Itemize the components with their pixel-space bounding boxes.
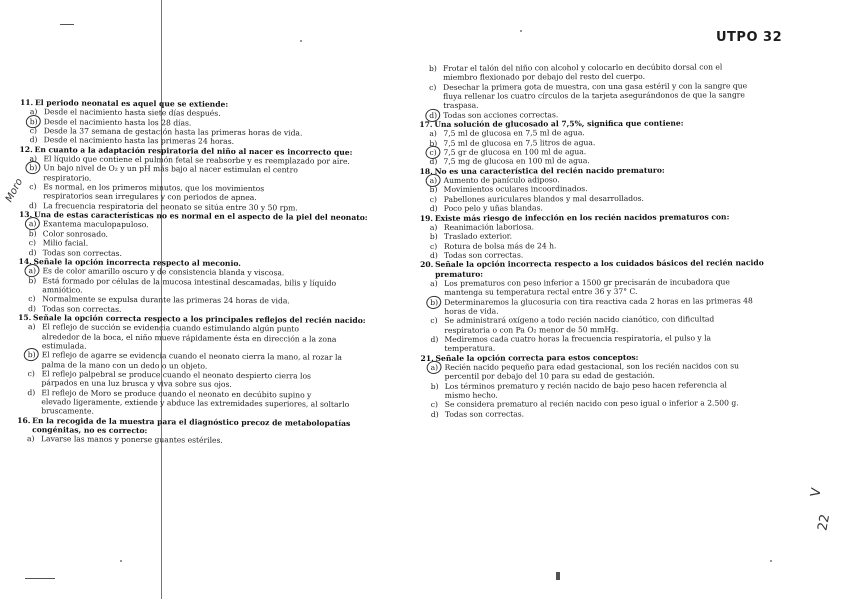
question-number: 16.	[17, 415, 31, 425]
option-letter: d)	[429, 250, 438, 260]
option-text-continued: bruscamente.	[41, 406, 94, 417]
option-letter: d)	[27, 387, 36, 397]
option-letter: c)	[429, 194, 437, 204]
option-text: Desde el nacimiento hasta las primeras 24 horas.	[43, 135, 235, 147]
option-text: Recién nacido pequeño para edad gestacional, son los recién nacidos con su	[444, 361, 740, 372]
option-text: El reflejo de Moro se produce cuando el neonato en decúbito supino y	[41, 387, 312, 400]
handwritten-margin-note: Moro	[3, 176, 26, 205]
option-text-continued: temperatura.	[444, 343, 496, 354]
question-text: Señale la opción incorrecta respecto a los cuidados básicos del recién nacido	[435, 258, 764, 270]
option-letter: b)	[28, 350, 42, 359]
scan-artifact	[556, 572, 560, 580]
option-text-continued: amniótico.	[42, 285, 83, 295]
question-text: En la recogida de la muestra para el diagnóstico precoz de metabolopatías	[32, 415, 351, 428]
scan-speck	[120, 560, 122, 562]
option-text: Los prematuros con peso inferior a 1500 gr precisarán de incubadora que	[444, 277, 730, 288]
option-text: 7,5 gr de glucosa en 100 ml de agua.	[443, 147, 587, 157]
option-text: Pabellones auriculares blandos y mal desarrollados.	[443, 193, 644, 204]
question-block	[421, 351, 839, 419]
option-text: Todas son correctas.	[444, 409, 525, 419]
option-letter: d)	[28, 247, 37, 257]
option-text-continued: mantenga su temperatura rectal entre 36 y 37° C.	[444, 287, 638, 298]
question-block	[420, 165, 838, 214]
option-text: Todas son correctas.	[42, 247, 122, 258]
option-letter: d)	[29, 135, 38, 145]
option-letter: d)	[29, 200, 37, 210]
option-letter: d)	[430, 409, 439, 419]
scan-speck	[770, 560, 772, 562]
option-letter: d)	[430, 334, 439, 344]
option-letter: a)	[430, 278, 438, 288]
option-text: El reflejo de succión se evidencia cuando estimulando algún punto	[41, 322, 300, 334]
option-text-continued: miembro flexionado por debajo del resto del cuerpo.	[443, 72, 645, 83]
option-letter: c)	[27, 369, 35, 379]
option-text: Todas son acciones correctas.	[443, 109, 559, 120]
question-number: 15.	[18, 312, 32, 323]
question-text: Una de estas características no es normal en el aspecto de la piel del neonato:	[33, 210, 368, 223]
option-text: Movimientos oculares incoordinados.	[443, 184, 588, 195]
option-letter: c)	[29, 126, 37, 136]
option-text-continued: horas de vida.	[444, 306, 499, 316]
option-text: La frecuencia respiratoria del neonato se sitúa entre 30 y 50 rpm.	[43, 200, 298, 213]
question-text: Una solución de glucosado al 7,5%, significa que contiene:	[434, 118, 684, 129]
option-text: Desde el nacimiento hasta siete días después.	[43, 107, 221, 119]
option-text: Traslado exterior.	[443, 231, 513, 242]
option-text: Color sonrosado.	[42, 229, 108, 239]
option-text: Lavarse las manos y ponerse guantes estériles.	[40, 434, 223, 446]
question-text: No es una característica del recién nacido prematuro:	[434, 165, 665, 176]
question-number: 21.	[420, 353, 434, 363]
question-text: El periodo neonatal es aquel que se extiende:	[34, 98, 229, 109]
option-letter: d)	[429, 204, 438, 214]
question-block	[17, 313, 410, 419]
option-text: Se administrará oxígeno a todo recién nacido cianótico, con dificultad	[444, 314, 715, 326]
option-text: Poco pelo y uñas blandas.	[443, 203, 543, 214]
option-text: Frotar el talón del niño con alcohol y colocarlo en decúbito dorsal con el	[442, 62, 723, 73]
question-number: 19.	[419, 213, 434, 223]
question-block	[419, 118, 837, 167]
question-number: 11.	[19, 98, 34, 108]
question-stem: congénitas, no es correcto:	[32, 425, 148, 436]
question-number: 13.	[18, 210, 33, 220]
option-text: Se considera prematuro al recién nacido con peso igual o inferior a 2.500 g.	[444, 398, 739, 410]
option-text: Desde el nacimiento hasta los 28 días.	[43, 116, 192, 128]
option-text-continued: párpados en una luz brusca y viva sobre sus ojos.	[41, 378, 232, 390]
option-text: 7,5 mg de glucosa en 100 ml de agua.	[443, 156, 590, 167]
option-text: El reflejo palpebral se produce cuando el neonato despierto cierra los	[41, 369, 311, 381]
option-letter: c)	[429, 241, 438, 251]
option-text: Un bajo nivel de O₂ y un pH más bajo al nacer estimulan el centro	[43, 163, 298, 175]
option-text: Rotura de bolsa más de 24 h.	[443, 240, 557, 251]
option-text: Exantema maculopapuloso.	[42, 219, 149, 230]
question-number: 20.	[420, 260, 434, 270]
option-letter: b)	[29, 163, 43, 172]
question-block	[19, 145, 412, 214]
option-text: Desechar la primera gota de muestra, con una gasa estéril y con la sangre que	[443, 80, 748, 92]
scan-speck	[300, 40, 302, 42]
question-number: 17.	[419, 119, 433, 130]
option-text: 7,5 ml de glucosa en 7,5 ml de agua.	[443, 128, 585, 139]
option-letter: a)	[29, 154, 38, 164]
option-text-continued: traspasa.	[443, 101, 479, 111]
option-letter: c)	[430, 316, 438, 326]
option-text-continued: percentil por debajo del 10 para su edad de gestación.	[444, 371, 655, 382]
option-letter: a)	[26, 434, 35, 444]
option-text-continued: elevado ligeramente, extiende y abduce las extremidades superiores, al soltarlo	[41, 397, 350, 409]
option-letter: b)	[30, 117, 44, 126]
option-text: Los términos prematuro y recién nacido de bajo peso hacen referencia al	[444, 380, 727, 391]
option-text: Reanimación laboriosa.	[443, 222, 535, 232]
page-code: UTPO 32	[716, 30, 783, 45]
question-number: 18.	[419, 166, 433, 176]
option-letter: c)	[29, 182, 37, 192]
option-letter: d)	[28, 303, 37, 313]
question-block	[20, 98, 412, 148]
option-text-continued: fluya rellenar los cuatro círculos de la tarjeta asegurándonos de que la sangre	[443, 90, 745, 101]
option-letter: b)	[430, 297, 444, 306]
question-text: Señale la opción correcta para estos conceptos:	[435, 352, 639, 363]
option-letter: a)	[27, 322, 36, 332]
option-letter: b)	[429, 138, 438, 148]
option-text-continued: mismo hecho.	[444, 390, 498, 400]
question-number: 12.	[19, 144, 33, 154]
option-text: Es de color amarillo oscuro y de consistencia blanda y viscosa.	[42, 266, 285, 278]
question-block	[420, 258, 838, 354]
question-block	[419, 62, 837, 120]
option-letter: c)	[28, 238, 36, 248]
option-letter: c)	[28, 294, 36, 304]
option-text: Desde la 37 semana de gestación hasta las primeras horas de vida.	[43, 126, 303, 138]
option-text-continued: alrededor de la boca, el niño mueve rápidamente ésta en dirección a la zona	[41, 331, 337, 344]
option-text: Mediremos cada cuatro horas la frecuencia respiratoria, el pulso y la	[444, 333, 712, 344]
option-letter: a)	[29, 107, 38, 117]
option-letter: a)	[29, 220, 43, 229]
option-letter: a)	[28, 266, 42, 275]
option-text: Normalmente se expulsa durante las primeras 24 horas de vida.	[42, 294, 290, 306]
option-letter: b)	[428, 63, 437, 73]
question-text: Existe más riesgo de infección en los recién nacidos prematuros con:	[434, 211, 730, 223]
option-letter: b)	[429, 232, 438, 242]
option-letter: b)	[28, 275, 37, 285]
question-stem: prematuro:	[435, 269, 484, 279]
option-text-continued: respiratorios sean irregulares y con periodos de apnea.	[43, 191, 257, 203]
option-letter: a)	[430, 176, 444, 185]
question-block	[19, 210, 411, 260]
option-text: Todas son correctas.	[443, 250, 524, 260]
option-letter: b)	[430, 381, 439, 391]
option-text-continued: palma de la mano con un dedo o un objeto.	[41, 359, 208, 371]
option-text: Es normal, en los primeros minutos, que los movimientos	[43, 182, 265, 194]
option-text: Milio facial.	[42, 238, 89, 248]
question-block	[17, 416, 409, 447]
option-letter: d)	[429, 157, 438, 167]
option-text: Todas son correctas.	[42, 303, 122, 314]
scan-artifact	[25, 578, 55, 579]
option-letter: c)	[430, 400, 439, 410]
right-question-column	[419, 62, 839, 419]
option-text: El líquido que contiene el pulmón fetal se reabsorbe y es reemplazado por aire.	[43, 154, 350, 166]
handwritten-margin-mark: V	[808, 486, 825, 499]
scan-speck	[520, 30, 522, 32]
option-text-continued: respiratorio.	[43, 172, 92, 183]
scan-artifact	[60, 24, 74, 25]
option-text: Determinaremos la glucosuria con tira reactiva cada 2 horas en las primeras 48	[444, 295, 753, 307]
left-question-column	[17, 98, 412, 447]
question-text: Señale la opción correcta respecto a los principales reflejos del recién nacido:	[33, 313, 366, 325]
answer-option	[421, 408, 839, 420]
option-letter: a)	[431, 363, 445, 372]
option-letter: d)	[429, 111, 443, 120]
option-text-continued: respiratoria o con Pa O₂ menor de 50 mmHg.	[444, 324, 619, 335]
option-text-continued: estimulada.	[41, 341, 87, 351]
option-text: 7,5 ml de glucosa en 7,5 litros de agua.	[443, 137, 596, 148]
question-number: 14.	[18, 256, 32, 266]
question-text: Señale la opción incorrecta respecto al meconio.	[33, 256, 241, 268]
option-letter: b)	[28, 228, 37, 238]
option-text: Está formado por células de la mucosa intestinal descamadas, bilis y líquido	[42, 275, 337, 288]
option-letter: a)	[429, 129, 437, 139]
handwritten-margin-score: 22	[815, 513, 834, 532]
option-letter: c)	[429, 148, 443, 157]
question-block	[18, 257, 410, 316]
option-letter: a)	[429, 222, 438, 232]
option-letter: b)	[429, 185, 438, 195]
question-text: En cuanto a la adaptación respiratoria del niño al nacer es incorrecto que:	[34, 144, 353, 157]
option-text: El reflejo de agarre se evidencia cuando el neonato cierra la mano, al rozar la	[41, 350, 342, 363]
question-block	[420, 211, 838, 260]
option-letter: c)	[429, 82, 437, 92]
option-text: Aumento de panículo adiposo.	[443, 175, 560, 185]
